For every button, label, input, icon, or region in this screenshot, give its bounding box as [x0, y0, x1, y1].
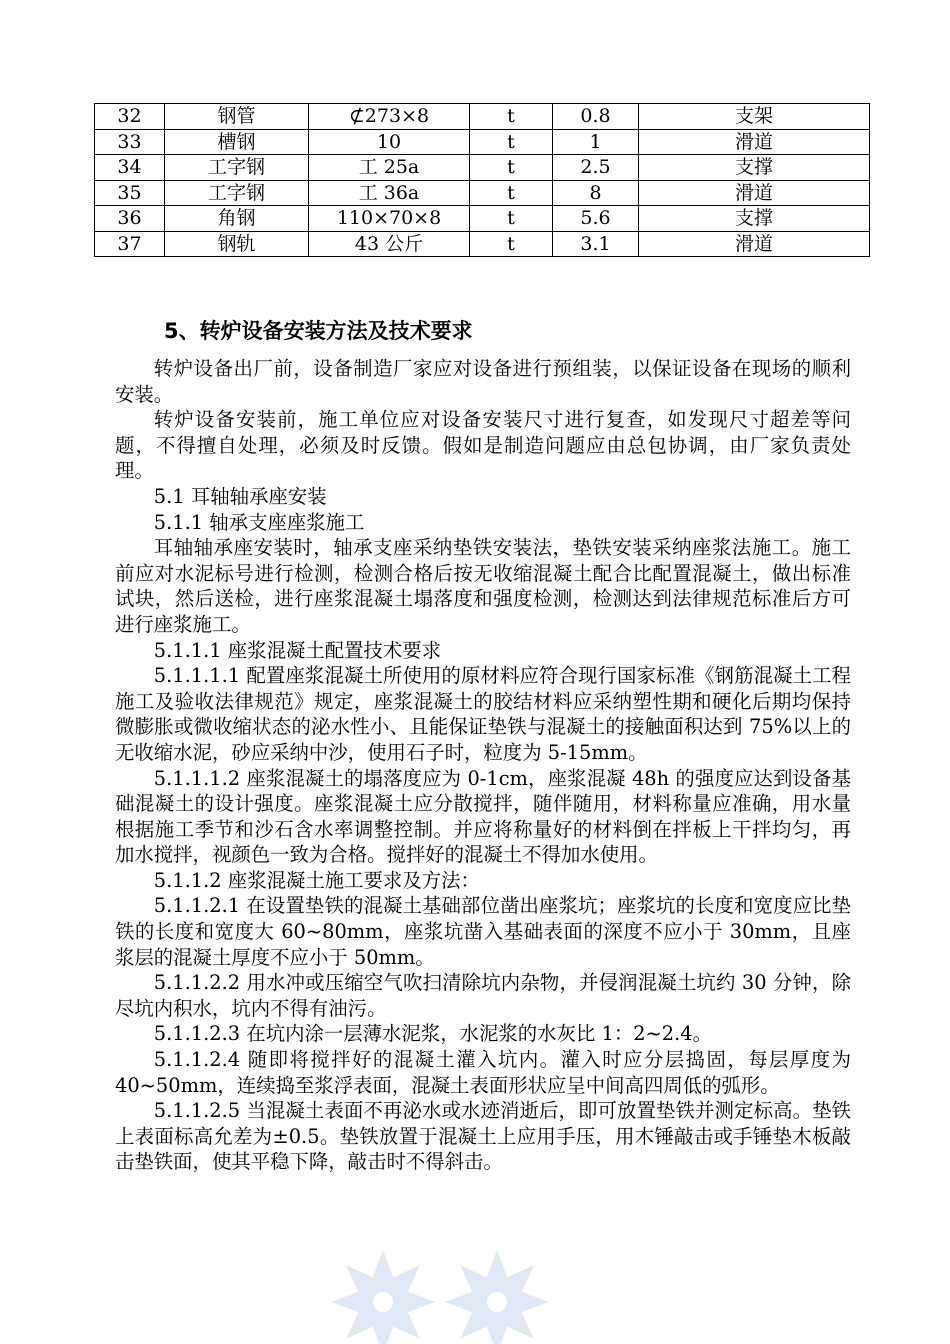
table-row: [95, 231, 870, 257]
table-row: [95, 180, 870, 206]
body-paragraph: 转炉设备出厂前，设备制造厂家应对设备进行预组装，以保证设备在现场的顺利安装。: [115, 357, 851, 406]
table-cell-unit: t: [470, 231, 553, 257]
table-cell-name: 钢轨: [165, 231, 309, 257]
table-cell-usage: 滑道: [639, 180, 870, 206]
body-paragraph: 耳轴轴承座安装时，轴承支座采纳垫铁安装法，垫铁安装采纳座浆法施工。施工前应对水泥标号进行检测，检测合格后按无收缩混凝土配合比配置混凝土，做出标准试块，然后送检，进行座浆混凝土塌落度和强度检测，检测达到法律规范标准后方可进行座浆施工。: [115, 536, 851, 636]
table-row: [95, 104, 870, 130]
table-cell-unit: t: [470, 155, 553, 181]
table-cell-name: 工字钢: [165, 180, 309, 206]
table-cell-usage: 支撑: [639, 206, 870, 232]
table-cell-index: 34: [95, 155, 165, 181]
table-cell-spec: 110×70×8: [309, 206, 470, 232]
section-body: [115, 356, 851, 1175]
table-cell-unit: t: [470, 104, 553, 130]
table-cell-name: 角钢: [165, 206, 309, 232]
table-cell-quantity: 8: [553, 180, 639, 206]
table-cell-index: 37: [95, 231, 165, 257]
table-cell-quantity: 0.8: [553, 104, 639, 130]
body-paragraph: 5.1.1 轴承支座座浆施工: [153, 510, 365, 534]
table-cell-unit: t: [470, 180, 553, 206]
table-cell-index: 36: [95, 206, 165, 232]
table-cell-name: 槽钢: [165, 129, 309, 155]
table-cell-quantity: 3.1: [553, 231, 639, 257]
section-heading: 5、转炉设备安装方法及技术要求: [164, 319, 473, 343]
table-cell-quantity: 1: [553, 129, 639, 155]
table-cell-unit: t: [470, 206, 553, 232]
body-paragraph: 5.1.1.2.5 当混凝土表面不再泌水或水迹消逝后，即可放置垫铁并测定标高。垫铁上表面标高允差为±0.5。垫铁放置于混凝土上应用手压，用木锤敲击或手锤垫木板敲击垫铁面，使其平稳下降，敲击时不得斜击。: [115, 1099, 851, 1174]
table-cell-spec: 10: [309, 129, 470, 155]
table-cell-quantity: 5.6: [553, 206, 639, 232]
body-paragraph: 5.1.1.1.1 配置座浆混凝土所使用的原材料应符合现行国家标准《钢筋混凝土工程施工及验收法律规范》规定，座浆混凝土的胶结材料应采纳塑性期和硬化后期均保持微膨胀或微收缩状态的泌水性小、且能保证垫铁与混凝土的接触面积达到 75%以上的无收缩水泥，砂应采纳中沙，使用石子时，粒度为 5-15mm。: [115, 664, 851, 764]
table-cell-index: 32: [95, 104, 165, 130]
table-row: [95, 129, 870, 155]
watermark-snowflake-icon: [325, 1232, 555, 1344]
table-cell-usage: 支架: [639, 104, 870, 130]
table-cell-spec: 工 25a: [309, 155, 470, 181]
body-paragraph: 5.1.1.2.1 在设置垫铁的混凝土基础部位凿出座浆坑；座浆坑的长度和宽度应比垫铁的长度和宽度大 60~80mm，座浆坑凿入基础表面的深度不应小于 30mm，且座浆层的混凝土厚度不应小于 50mm。: [115, 894, 851, 969]
table-cell-index: 33: [95, 129, 165, 155]
body-paragraph: 5.1 耳轴轴承座安装: [153, 484, 327, 508]
table-row: [95, 206, 870, 232]
body-paragraph: 5.1.1.1.2 座浆混凝土的塌落度应为 0-1cm，座浆混凝 48h 的强度应达到设备基础混凝土的设计强度。座浆混凝土应分散搅拌，随伴随用，材料称量应准确，用水量根据施工季节和沙石含水率调整控制。并应将称量好的材料倒在拌板上干拌均匀，再加水搅拌，视颜色一致为合格。搅拌好的混凝土不得加水使用。: [115, 766, 851, 867]
table-cell-name: 钢管: [165, 104, 309, 130]
body-paragraph: 5.1.1.2.4 随即将搅拌好的混凝土灌入坑内。灌入时应分层捣固，每层厚度为 40~50mm，连续捣至浆浮表面，混凝土表面形状应呈中间高四周低的弧形。: [115, 1048, 851, 1097]
table-cell-spec: 工 36a: [309, 180, 470, 206]
body-paragraph: 转炉设备安装前，施工单位应对设备安装尺寸进行复查，如发现尺寸超差等问题，不得擅自处理，必须及时反馈。假如是制造问题应由总包协调，由厂家负责处理。: [115, 408, 851, 483]
table-cell-usage: 支撑: [639, 155, 870, 181]
body-paragraph: 5.1.1.2 座浆混凝土施工要求及方法：: [153, 868, 480, 892]
table-row: [95, 155, 870, 181]
materials-table-body: [95, 104, 870, 257]
table-cell-spec: 43 公斤: [309, 231, 470, 257]
body-paragraph: 5.1.1.2.2 用水冲或压缩空气吹扫清除坑内杂物，并侵润混凝土坑约 30 分钟，除尽坑内积水，坑内不得有油污。: [115, 971, 851, 1020]
table-cell-index: 35: [95, 180, 165, 206]
table-cell-name: 工字钢: [165, 155, 309, 181]
materials-table: [94, 103, 870, 257]
body-paragraph: 5.1.1.2.3 在坑内涂一层薄水泥浆，水泥浆的水灰比 1：2~2.4。: [153, 1022, 713, 1046]
table-cell-quantity: 2.5: [553, 155, 639, 181]
table-cell-unit: t: [470, 129, 553, 155]
table-cell-usage: 滑道: [639, 129, 870, 155]
table-cell-usage: 滑道: [639, 231, 870, 257]
body-paragraph: 5.1.1.1 座浆混凝土配置技术要求: [153, 638, 442, 662]
table-cell-spec: ⊄273×8: [309, 104, 470, 130]
